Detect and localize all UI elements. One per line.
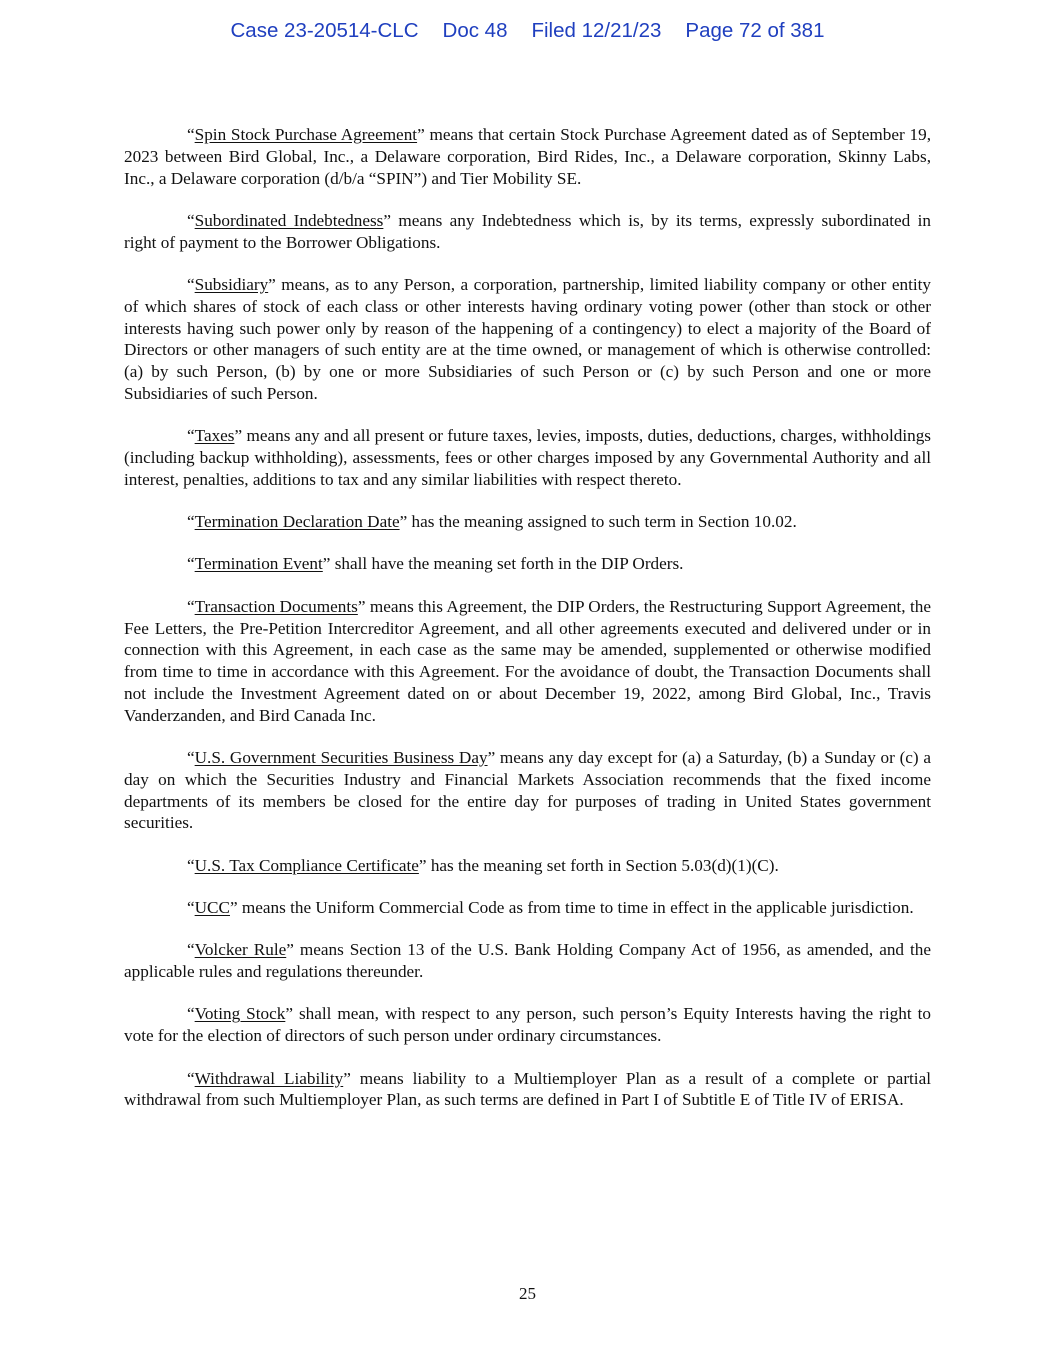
open-quote: “	[187, 125, 195, 144]
defined-term: Transaction Documents	[194, 596, 358, 616]
definition-text: ” shall mean, with respect to any person, such person’s Equity Interests having the right to vote for the election of directors of such person under ordinary circumstances.	[124, 1004, 931, 1046]
page-count: Page 72 of 381	[685, 19, 825, 42]
defined-term: U.S. Government Securities Business Day	[194, 748, 488, 768]
defined-term: Volcker Rule	[194, 940, 287, 960]
definition-paragraph	[124, 124, 931, 189]
court-filing-header	[0, 19, 1055, 43]
defined-term: Subsidiary	[194, 274, 269, 294]
definition-text: ” means liability to a Multiemployer Plan as a result of a complete or partial withdrawal from such Multiemployer Plan, as such terms are defined in Part I of Subtitle E of Title IV of ERISA.	[124, 1068, 931, 1110]
definitions-body	[124, 124, 931, 1132]
defined-term: Withdrawal Liability	[194, 1068, 344, 1088]
definition-text: ” shall have the meaning set forth in the DIP Orders.	[322, 554, 684, 574]
open-quote: “	[187, 512, 195, 532]
definition-paragraph	[124, 425, 931, 490]
defined-term: Spin Stock Purchase Agreement	[194, 125, 418, 144]
open-quote: “	[187, 274, 195, 294]
definition-text: ” means the Uniform Commercial Code as from time to time in effect in the applicable jurisdiction.	[229, 898, 914, 918]
definition-text: ” means that certain Stock Purchase Agreement dated as of September 19, 2023 between Bird Global, Inc., a Delaware corporation, Bird Rides, Inc., a Delaware corporation, Skinny Labs, Inc., a Delaware corporation (d/b/a “SPIN”) and Tier Mobility SE.	[124, 125, 931, 188]
defined-term: UCC	[194, 898, 230, 918]
definition-text: ” means any Indebtedness which is, by its terms, expressly subordinated in right of payment to the Borrower Obligations.	[124, 210, 931, 252]
definition-paragraph	[124, 596, 931, 727]
definition-paragraph	[124, 553, 931, 575]
case-number: Case 23-20514-CLC	[230, 19, 419, 42]
open-quote: “	[187, 855, 195, 875]
definition-paragraph	[124, 274, 931, 405]
filed-date: Filed 12/21/23	[531, 19, 662, 42]
open-quote: “	[187, 210, 195, 230]
open-quote: “	[187, 748, 195, 768]
open-quote: “	[187, 1068, 195, 1088]
defined-term: Termination Event	[194, 554, 323, 574]
definition-paragraph	[124, 897, 931, 919]
definition-text: ” has the meaning set forth in Section 5.03(d)(1)(C).	[418, 855, 779, 875]
definition-paragraph	[124, 1003, 931, 1047]
open-quote: “	[187, 596, 195, 616]
open-quote: “	[187, 940, 195, 960]
definition-text: ” means any and all present or future taxes, levies, imposts, duties, deductions, charges, withholdings (including backup withholding), assessments, fees or other charges imposed by any Governmental Authority and all interest, penalties, additions to tax and any similar liabilities with respect thereto.	[124, 426, 931, 489]
definition-paragraph	[124, 511, 931, 533]
definition-paragraph	[124, 939, 931, 983]
defined-term: U.S. Tax Compliance Certificate	[194, 855, 419, 875]
page-number: 25	[519, 1284, 536, 1303]
definition-text: ” means this Agreement, the DIP Orders, the Restructuring Support Agreement, the Fee Letters, the Pre-Petition Intercreditor Agreement, and all other agreements executed and delivered under or in connection with this Agreement, in each case as the same may be amended, supplemented or otherwise modified from time to time in accordance with this Agreement. For the avoidance of doubt, the Transaction Documents shall not include the Investment Agreement dated on or about December 19, 2022, among Bird Global, Inc., Travis Vanderzanden, and Bird Canada Inc.	[124, 596, 931, 725]
open-quote: “	[187, 426, 195, 446]
definition-paragraph	[124, 747, 931, 834]
defined-term: Subordinated Indebtedness	[194, 210, 384, 230]
definition-paragraph	[124, 1068, 931, 1112]
definition-paragraph	[124, 210, 931, 254]
open-quote: “	[187, 554, 195, 574]
defined-term: Taxes	[194, 426, 235, 446]
definition-text: ” means Section 13 of the U.S. Bank Holding Company Act of 1956, as amended, and the applicable rules and regulations thereunder.	[124, 940, 931, 982]
definition-text: ” means, as to any Person, a corporation, partnership, limited liability company or other entity of which shares of stock of each class or other interests having ordinary voting power (other than stock or other interests having such power only by reason of the happening of a contingency) to elect a majority of the Board of Directors or other managers of such entity are at the time owned, or management of which is otherwise controlled: (a) by such Person, (b) by one or more Subsidiaries of such Person or (c) by such Person and one or more Subsidiaries of such Person.	[124, 274, 931, 403]
definition-text: ” has the meaning assigned to such term in Section 10.02.	[399, 512, 797, 532]
definition-text: ” means any day except for (a) a Saturday, (b) a Sunday or (c) a day on which the Securities Industry and Financial Markets Association recommends that the fixed income departments of its members be closed for the entire day for purposes of trading in United States government securities.	[124, 748, 932, 833]
doc-number: Doc 48	[442, 19, 508, 42]
definition-paragraph	[124, 855, 931, 877]
open-quote: “	[187, 1004, 195, 1024]
defined-term: Termination Declaration Date	[194, 512, 400, 532]
defined-term: Voting Stock	[194, 1004, 286, 1024]
open-quote: “	[187, 898, 195, 918]
